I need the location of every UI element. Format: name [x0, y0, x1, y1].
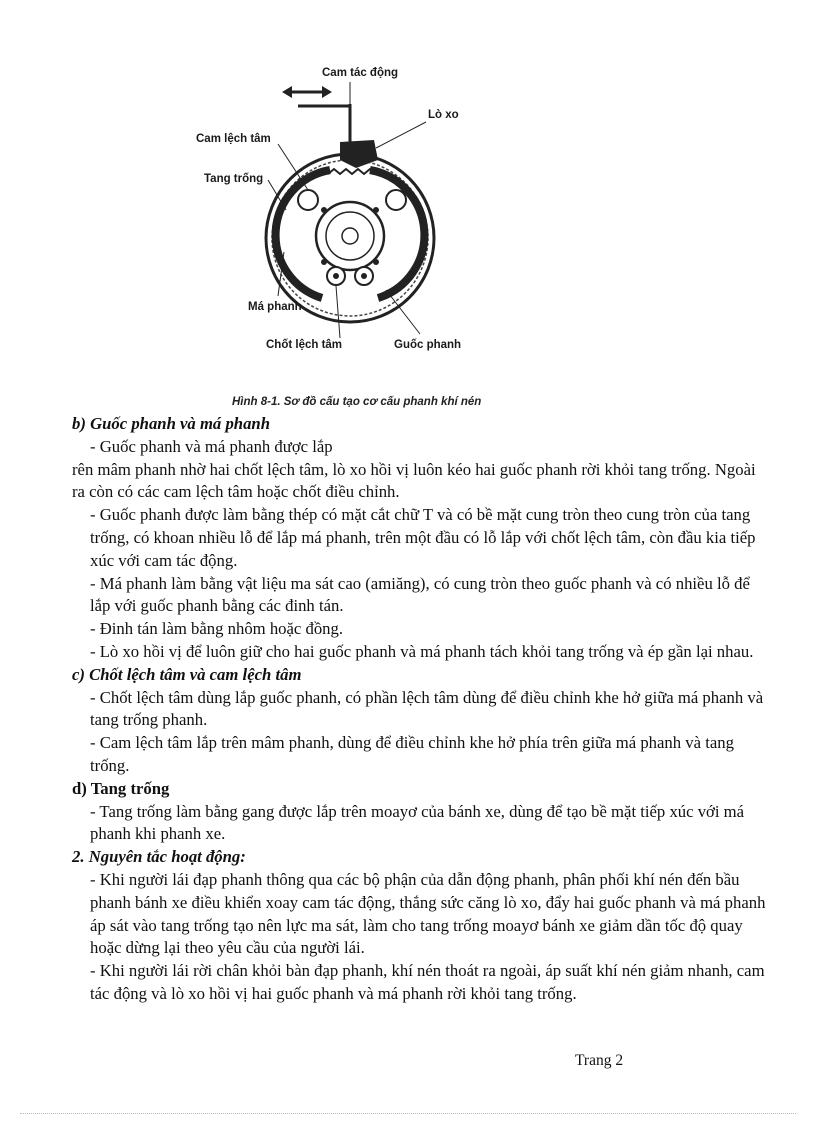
heading-c: c) Chốt lệch tâm và cam lệch tâm: [72, 664, 302, 684]
paragraph-b2: - Guốc phanh được làm bằng thép có mặt cắt chữ T và có bề mặt cung tròn theo cung tròn của tang trống, có khoan nhiều lỗ để lắp má phanh, trên một đầu có lỗ lắp với chốt lệch tâm, còn đầu kia tiếp xúc với cam tác động.: [90, 505, 756, 570]
label-tang-trong: Tang trống: [204, 173, 264, 185]
label-ma-phanh: Má phanh: [248, 301, 302, 313]
paragraph-c1: - Chốt lệch tâm dùng lắp guốc phanh, có phần lệch tâm dùng để điều chỉnh khe hở giữa má phanh và tang trống phanh.: [90, 687, 764, 730]
cam-block: [340, 140, 378, 168]
label-cam-tac-dong: Cam tác động: [322, 67, 399, 79]
heading-b: b) Guốc phanh và má phanh: [72, 414, 270, 433]
label-lo-xo: Lò xo: [428, 109, 459, 121]
paragraph-b1-line2: rên mâm phanh nhờ hai chốt lệch tâm, lò xo hồi vị luôn kéo hai guốc phanh rời khỏi tang trống. Ngoài ra còn có các cam lệch tâm hoặc chốt điều chỉnh.: [72, 459, 756, 502]
paragraph-b5: - Lò xo hồi vị để luôn giữ cho hai guốc phanh và má phanh tách khỏi tang trống và ép gần lại nhau.: [90, 641, 754, 661]
paragraph-n2: - Khi người lái rời chân khỏi bàn đạp phanh, khí nén thoát ra ngoài, áp suất khí nén giảm nhanh, cam tác động và lò xo hồi vị hai guốc phanh và má phanh rời khỏi tang trống.: [90, 961, 765, 1003]
document-body: [72, 413, 772, 1006]
figure-caption: Hình 8-1. Sơ đồ cấu tạo cơ cấu phanh khí nén: [232, 396, 482, 408]
paragraph-d1: - Tang trống làm bằng gang được lắp trên moayơ của bánh xe, dùng để tạo bề mặt tiếp xúc với má phanh khi phanh xe.: [90, 801, 745, 844]
label-cam-lech-tam: Cam lệch tâm: [196, 133, 271, 145]
double-arrow-icon: [282, 86, 332, 98]
spring: [328, 169, 376, 174]
paragraph-b3: - Má phanh làm bằng vật liệu ma sát cao (amiăng), có cung tròn theo guốc phanh và có nhiều lỗ để lắp với guốc phanh bằng các đinh tán.: [90, 573, 750, 616]
paragraph-b1-line1: - Guốc phanh và má phanh được lắp: [90, 436, 333, 456]
page-number: Trang 2: [575, 1052, 624, 1069]
paragraph-c2: - Cam lệch tâm lắp trên mâm phanh, dùng để điều chỉnh khe hở phía trên giữa má phanh và tang trống.: [90, 733, 734, 775]
label-chot-lech-tam: Chốt lệch tâm: [266, 339, 343, 351]
brake-diagram-svg: [190, 60, 480, 360]
heading-d: d) Tang trống: [72, 778, 170, 798]
brake-diagram: [190, 60, 480, 360]
paragraph-b4: - Đinh tán làm bằng nhôm hoặc đồng.: [90, 619, 344, 639]
bottom-divider: [20, 1113, 796, 1114]
heading-2: 2. Nguyên tắc hoạt động:: [72, 847, 246, 867]
label-guoc-phanh: Guốc phanh: [394, 339, 462, 351]
paragraph-n1: - Khi người lái đạp phanh thông qua các bộ phận của dẫn động phanh, phân phối khí nén đến bầu phanh bánh xe điều khiển xoay cam tác động, thắng sức căng lò xo, đẩy hai guốc phanh và má phanh áp sát vào tang trống tạo nên lực ma sát, làm cho tang trống moayơ bánh xe giảm dần tốc độ quay hoặc dừng lại theo yêu cầu của người lái.: [90, 869, 766, 958]
